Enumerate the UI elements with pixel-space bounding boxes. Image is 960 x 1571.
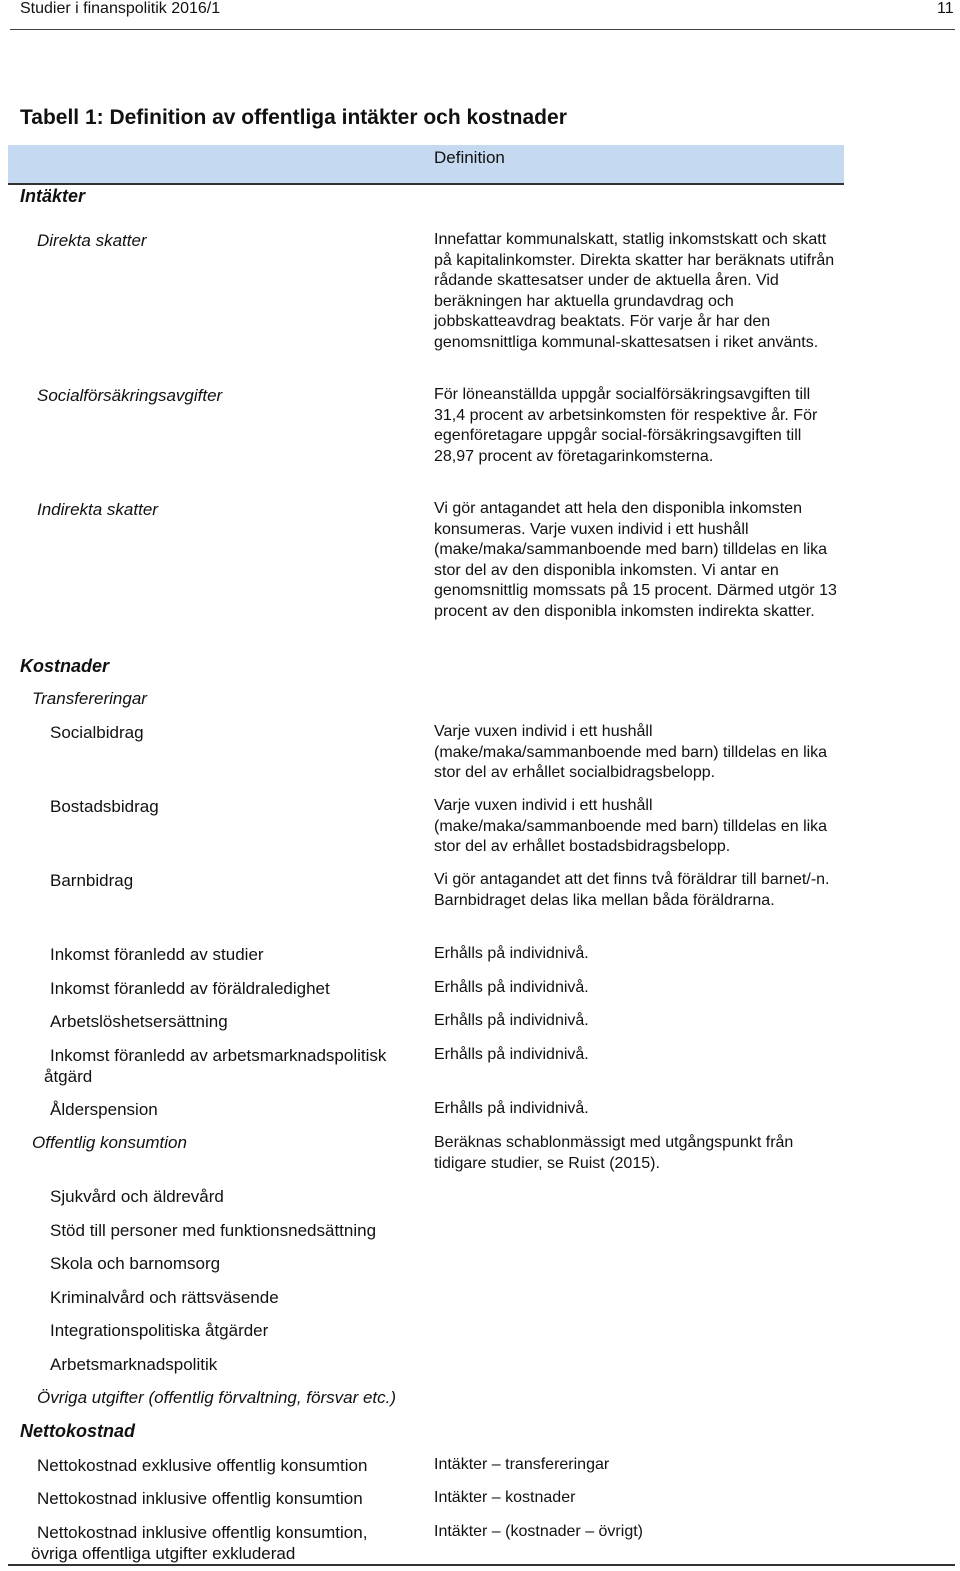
row-label-ovriga-utgifter: Övriga utgifter (offentlig förvaltning, försvar etc.) bbox=[37, 1388, 397, 1407]
row-label-indirekta-skatter: Indirekta skatter bbox=[37, 500, 158, 519]
row-definition-netto-exklusive: Intäkter – transfereringar bbox=[434, 1456, 610, 1473]
section-heading-intakter: Intäkter bbox=[20, 186, 86, 206]
page-number: 11 bbox=[937, 0, 954, 17]
row-definition-alderspension: Erhålls på individnivå. bbox=[434, 1100, 589, 1117]
row-definition-arbetsmarknadspolitisk-atgard: Erhålls på individnivå. bbox=[434, 1046, 589, 1063]
row-label-arbetsmarknadspolitik: Arbetsmarknadspolitik bbox=[50, 1355, 218, 1374]
category-transfereringar: Transfereringar bbox=[32, 689, 147, 708]
row-label-foraldraledighet: Inkomst föranledd av föräldraledighet bbox=[50, 979, 330, 998]
row-definition-arbetsloshetsersattning: Erhålls på individnivå. bbox=[434, 1012, 589, 1029]
row-label-studier: Inkomst föranledd av studier bbox=[50, 945, 264, 964]
row-definition-netto-ovriga-exkluderad: Intäkter – (kostnader – övrigt) bbox=[434, 1523, 643, 1540]
row-definition-foraldraledighet: Erhålls på individnivå. bbox=[434, 979, 589, 996]
row-label-kriminalvard: Kriminalvård och rättsväsende bbox=[50, 1288, 279, 1307]
section-heading-nettokostnad: Nettokostnad bbox=[20, 1421, 136, 1441]
row-definition-studier: Erhålls på individnivå. bbox=[434, 945, 589, 962]
row-label-sjukvard: Sjukvård och äldrevård bbox=[50, 1187, 224, 1206]
header-rule bbox=[10, 29, 955, 30]
row-definition-offentlig-konsumtion: Beräknas schablonmässigt med utgångspunkt från tidigare studier, se Ruist (2015). bbox=[434, 1134, 794, 1172]
row-label-netto-inklusive: Nettokostnad inklusive offentlig konsumtion bbox=[37, 1489, 363, 1508]
row-label-funktionsnedsattning: Stöd till personer med funktionsnedsättning bbox=[50, 1221, 377, 1240]
row-definition-indirekta-skatter: Vi gör antagandet att hela den disponibla inkomsten konsumeras. Varje vuxen individ i ett hushåll (make/maka/sammanboende med barn) tilldelas en lika stor del av den disponibla inkomsten. Vi antar en genomsnittlig momssats på 15 procent. Därmed utgör 13 procent av den disponibla inkomsten indirekta skatter. bbox=[434, 500, 837, 620]
table-header-band bbox=[8, 145, 844, 185]
row-definition-barnbidrag: Vi gör antagandet att det finns två föräldrar till barnet/-n. Barnbidraget delas lika mellan båda föräldrarna. bbox=[434, 871, 830, 909]
row-definition-netto-inklusive: Intäkter – kostnader bbox=[434, 1489, 576, 1506]
column-header-definition: Definition bbox=[434, 148, 505, 167]
row-label-netto-exklusive: Nettokostnad exklusive offentlig konsumtion bbox=[37, 1456, 368, 1475]
page-header-title: Studier i finanspolitik 2016/1 bbox=[20, 0, 221, 17]
row-label-socialforsakringsavgifter: Socialförsäkringsavgifter bbox=[37, 386, 223, 405]
row-label-socialbidrag: Socialbidrag bbox=[50, 723, 144, 742]
row-label-alderspension: Ålderspension bbox=[50, 1100, 158, 1119]
table-bottom-rule bbox=[8, 1564, 955, 1566]
row-definition-bostadsbidrag: Varje vuxen individ i ett hushåll (make/maka/sammanboende med barn) tilldelas en lika stor del av erhållet bostadsbidragsbelopp. bbox=[434, 797, 828, 855]
row-label-arbetsmarknadspolitisk-atgard: Inkomst föranledd av arbetsmarknadspolitisk åtgärd bbox=[44, 1046, 387, 1086]
row-label-netto-ovriga-exkluderad: Nettokostnad inklusive offentlig konsumtion, övriga offentliga utgifter exkluderad bbox=[31, 1523, 368, 1563]
row-label-direkta-skatter: Direkta skatter bbox=[37, 231, 147, 250]
category-offentlig-konsumtion: Offentlig konsumtion bbox=[32, 1133, 187, 1152]
table-title: Tabell 1: Definition av offentliga intäkter och kostnader bbox=[20, 106, 567, 129]
row-label-integration: Integrationspolitiska åtgärder bbox=[50, 1321, 269, 1340]
row-label-barnbidrag: Barnbidrag bbox=[50, 871, 134, 890]
row-label-arbetsloshetsersattning: Arbetslöshetsersättning bbox=[50, 1012, 228, 1031]
section-heading-kostnader: Kostnader bbox=[20, 656, 110, 676]
row-label-bostadsbidrag: Bostadsbidrag bbox=[50, 797, 159, 816]
row-definition-socialbidrag: Varje vuxen individ i ett hushåll (make/maka/sammanboende med barn) tilldelas en lika stor del av erhållet socialbidragsbelopp. bbox=[434, 723, 828, 781]
row-definition-direkta-skatter: Innefattar kommunalskatt, statlig inkomstskatt och skatt på kapitalinkomster. Direkta skatter har beräknats utifrån rådande skattesatser under de aktuella åren. Vid beräkningen har aktuella grundavdrag och jobbskatteavdrag beaktats. För varje år har den genomsnittliga kommunal-skattesatsen i riket använts. bbox=[434, 231, 835, 351]
row-label-skola: Skola och barnomsorg bbox=[50, 1254, 221, 1273]
row-definition-socialforsakringsavgifter: För löneanställda uppgår socialförsäkringsavgiften till 31,4 procent av arbetsinkomsten för respektive år. För egenföretagare uppgår social-försäkringsavgiften till 28,97 procent av företagarinkomsterna. bbox=[434, 386, 818, 465]
